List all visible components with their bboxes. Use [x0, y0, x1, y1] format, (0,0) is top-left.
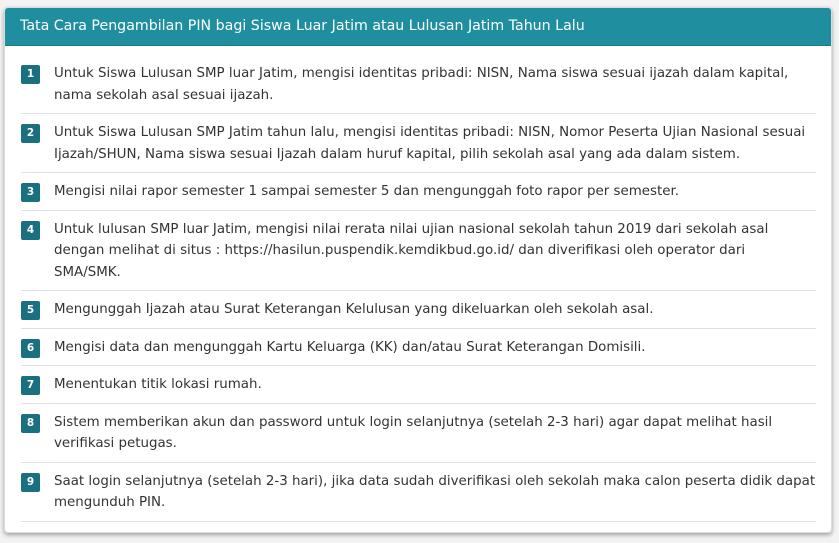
step-text: Mengunggah Ijazah atau Surat Keterangan Kelulusan yang dikeluarkan oleh sekolah asal. — [54, 302, 654, 317]
list-item — [21, 173, 816, 211]
steps-list — [21, 55, 816, 522]
step-text: Untuk Siswa Lulusan SMP Jatim tahun lalu, mengisi identitas pribadi: NISN, Nomor Peserta Ujian Nasional sesuai Ijazah/SHUN, Nama siswa sesuai Ijazah dalam huruf kapital, pilih sekolah asal yang ada dalam sistem. — [54, 125, 806, 162]
step-text: Sistem memberikan akun dan password untuk login selanjutnya (setelah 2-3 hari) agar dapat melihat hasil verifikasi petugas. — [54, 414, 773, 451]
step-number-badge: 3 — [21, 183, 40, 202]
step-number-badge: 2 — [21, 124, 40, 143]
panel-title: Tata Cara Pengambilan PIN bagi Siswa Luar Jatim atau Lulusan Jatim Tahun Lalu — [5, 8, 831, 46]
list-item — [21, 291, 816, 329]
step-number-badge: 5 — [21, 301, 40, 320]
list-item — [21, 211, 816, 292]
list-item — [21, 55, 816, 114]
step-number-badge: 8 — [21, 414, 40, 433]
step-number-badge: 1 — [21, 65, 40, 84]
list-item — [21, 114, 816, 173]
list-item — [21, 329, 816, 367]
step-number-badge: 6 — [21, 339, 40, 358]
step-text: Mengisi nilai rapor semester 1 sampai semester 5 dan mengunggah foto rapor per semester. — [54, 184, 680, 199]
list-item — [21, 366, 816, 404]
step-text: Menentukan titik lokasi rumah. — [54, 377, 262, 392]
step-number-badge: 4 — [21, 221, 40, 240]
step-text: Untuk Siswa Lulusan SMP luar Jatim, mengisi identitas pribadi: NISN, Nama siswa sesuai ijazah dalam kapital, nama sekolah asal sesuai ijazah. — [54, 66, 789, 103]
step-number-badge: 9 — [21, 473, 40, 492]
instructions-panel — [4, 7, 832, 533]
step-number-badge: 7 — [21, 376, 40, 395]
list-item — [21, 463, 816, 522]
step-text: Untuk lulusan SMP luar Jatim, mengisi nilai rerata nilai ujian nasional sekolah tahun 2019 dari sekolah asal dengan melihat di situs : https://hasilun.puspendik.kemdikbud.go.id/ dan diverifikasi oleh operator dari SMA/SMK. — [54, 221, 769, 280]
step-text: Mengisi data dan mengunggah Kartu Keluarga (KK) dan/atau Surat Keterangan Domisili. — [54, 339, 646, 355]
list-item — [21, 404, 816, 463]
step-text: Saat login selanjutnya (setelah 2-3 hari), jika data sudah diverifikasi oleh sekolah maka calon peserta didik dapat mengunduh PIN. — [54, 473, 816, 510]
